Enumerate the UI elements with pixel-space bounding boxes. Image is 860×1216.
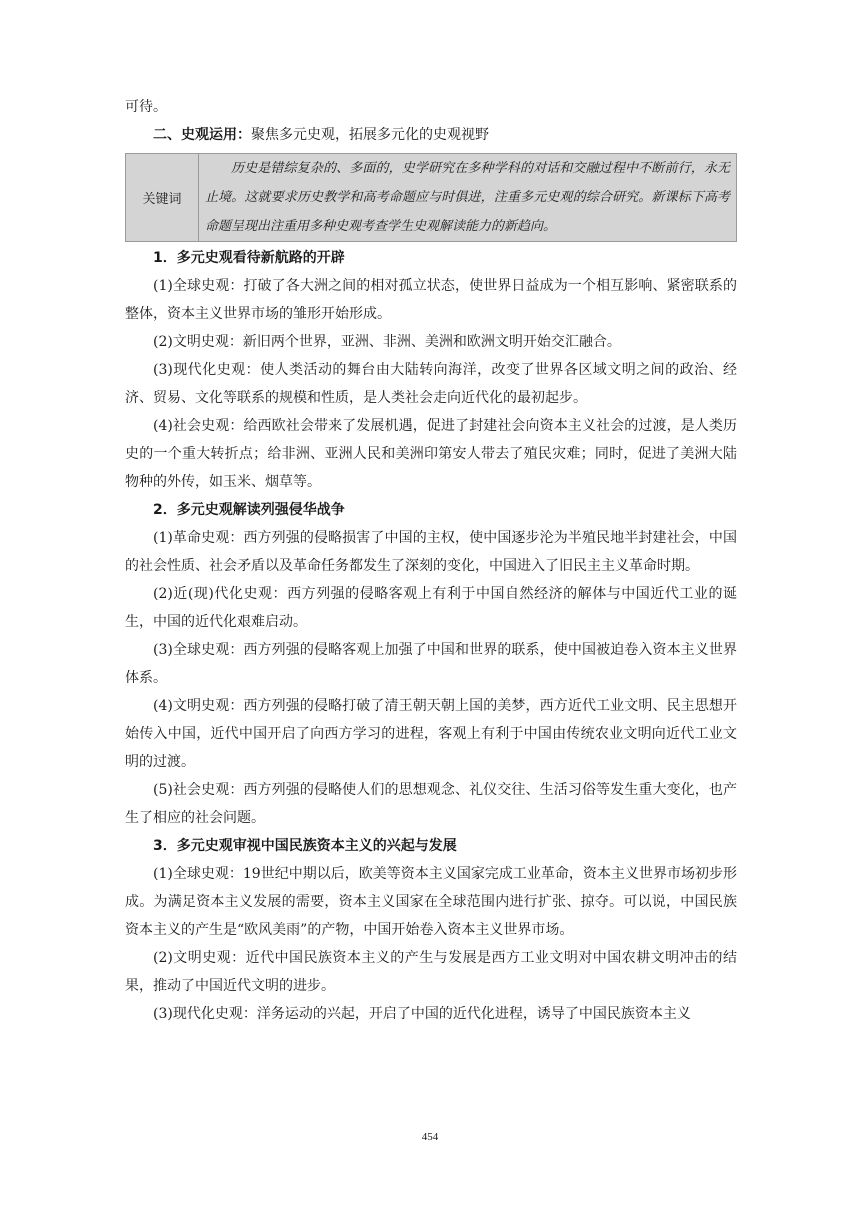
page-number: 454 [421,1131,439,1143]
topic2-item: (5)社会史观：西方列强的侵略使人们的思想观念、礼仪交往、生活习俗等发生重大变化，也产生了相应的社会问题。 [125,782,737,826]
keyword-box [125,153,737,242]
topic1-item: (2)文明史观：新旧两个世界，亚洲、非洲、美洲和欧洲文明开始交汇融合。 [153,334,621,350]
topic1-heading: 1．多元史观看待新航路的开辟 [153,250,345,266]
keyword-body [199,154,737,242]
topic3-heading: 3．多元史观审视中国民族资本主义的兴起与发展 [153,838,457,854]
lead-text: 可待。 [125,99,167,115]
section-heading [125,121,737,149]
document-page [125,93,737,1028]
topic2-item: (4)文明史观：西方列强的侵略打破了清王朝天朝上国的美梦，西方近代工业文明、民主思想开始传入中国，近代中国开启了向西方学习的进程，客观上有利于中国由传统农业文明向近代工业文明的过渡。 [125,698,737,770]
section-text: 聚焦多元史观，拓展多元化的史观视野 [251,127,489,143]
topic3-item: (3)现代化史观：洋务运动的兴起，开启了中国的近代化进程，诱导了中国民族资本主义 [153,1006,691,1022]
keyword-label: 关键词 [126,154,199,242]
topic2-item: (3)全球史观：西方列强的侵略客观上加强了中国和世界的联系，使中国被迫卷入资本主义世界体系。 [125,642,737,686]
keyword-text: 历史是错综复杂的、多面的，史学研究在多种学科的对话和交融过程中不断前行，永无止境。这就要求历史教学和高考命题应与时俱进，注重多元史观的综合研究。新课标下高考命题呈现出注重用多种史观考查学生史观解读能力的新趋向。 [205,161,730,234]
topic1-item: (1)全球史观：打破了各大洲之间的相对孤立状态，使世界日益成为一个相互影响、紧密联系的整体，资本主义世界市场的雏形开始形成。 [125,278,737,322]
topic1-item: (3)现代化史观：使人类活动的舞台由大陆转向海洋，改变了世界各区域文明之间的政治、经济、贸易、文化等联系的规模和性质，是人类社会走向近代化的最初起步。 [125,362,737,406]
topic2-item: (1)革命史观：西方列强的侵略损害了中国的主权，使中国逐步沦为半殖民地半封建社会，中国的社会性质、社会矛盾以及革命任务都发生了深刻的变化，中国进入了旧民主主义革命时期。 [125,530,737,574]
section-label: 二、史观运用： [153,127,251,143]
topic3-item: (2)文明史观：近代中国民族资本主义的产生与发展是西方工业文明对中国农耕文明冲击的结果，推动了中国近代文明的进步。 [125,950,737,994]
topic2-heading: 2．多元史观解读列强侵华战争 [153,502,345,518]
topic1-item: (4)社会史观：给西欧社会带来了发展机遇，促进了封建社会向资本主义社会的过渡，是人类历史的一个重大转折点；给非洲、亚洲人民和美洲印第安人带去了殖民灾难；同时，促进了美洲大陆物种的外传，如玉米、烟草等。 [125,418,737,490]
topic2-item: (2)近(现)代化史观：西方列强的侵略客观上有利于中国自然经济的解体与中国近代工业的诞生，中国的近代化艰难启动。 [125,586,737,630]
topic3-item: (1)全球史观：19世纪中期以后，欧美等资本主义国家完成工业革命，资本主义世界市场初步形成。为满足资本主义发展的需要，资本主义国家在全球范围内进行扩张、掠夺。可以说，中国民族资本主义的产生是“欧风美雨”的产物，中国开始卷入资本主义世界市场。 [125,866,737,938]
